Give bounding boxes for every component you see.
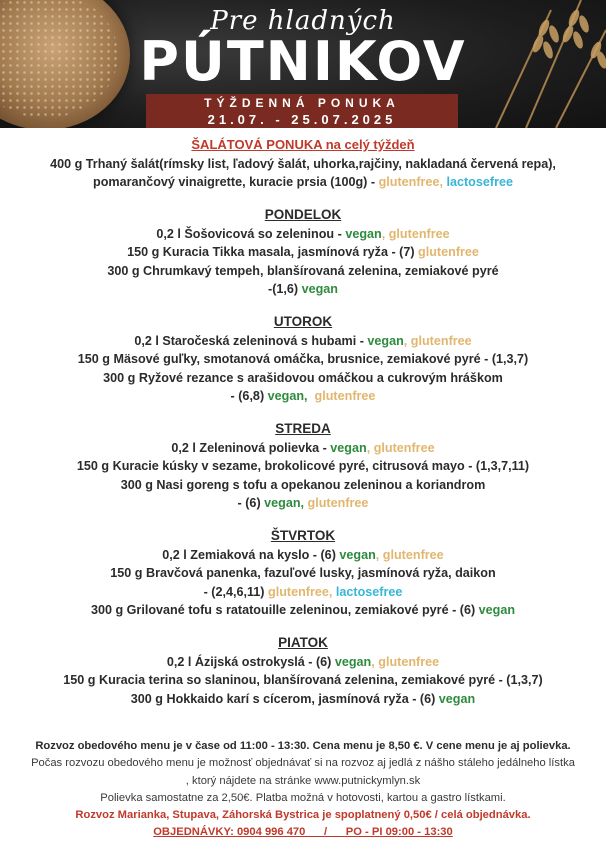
friday-main-2 [0, 690, 606, 709]
website-info: , ktorý nájdete na stránke www.putnickymlyn.sk [185, 774, 421, 787]
thursday-soup [0, 546, 606, 565]
day-heading-tuesday: UTOROK [273, 313, 333, 329]
monday-main-2-line-1: 300 g Chrumkavý tempeh, blanšírovaná zelenina, zemiakové pyré [107, 263, 499, 278]
weekly-offer-label: TÝŽDENNÁ PONUKA [204, 96, 400, 110]
thursday-soup-text: 0,2 l Zemiaková na kyslo - (6) [162, 547, 340, 562]
friday-main-1: 150 g Kuracia terina so slaninou, blanšírovaná zelenina, zemiakové pyré - (1,3,7) [63, 673, 543, 687]
glutenfree-tag: glutenfree [307, 496, 369, 510]
tag-separator: , [371, 654, 379, 669]
glutenfree-tag: glutenfree [378, 654, 440, 669]
tag-separator: , [381, 226, 389, 241]
lactosefree-tag: lactosefree [335, 584, 403, 599]
day-heading-monday: PONDELOK [264, 206, 342, 222]
tuesday-main-2-line-2 [0, 387, 606, 406]
monday-main-2-allergens: -(1,6) [268, 282, 302, 296]
salad-line-1: 400 g Trhaný šalát(rímsky list, ľadový šalát, uhorka,rajčiny, nakladaná červená repa), [50, 156, 556, 171]
wednesday-main-2-line-2 [0, 494, 606, 513]
vegan-tag: vegan [367, 333, 404, 348]
glutenfree-tag: glutenfree [314, 389, 376, 403]
tag-separator: , [375, 547, 383, 562]
vegan-tag: vegan [267, 389, 305, 403]
wednesday-main-2-allergens: - (6) [237, 496, 265, 510]
tuesday-soup-text: 0,2 l Staročeská zeleninová s hubami - [134, 333, 368, 348]
header-banner [0, 0, 606, 128]
tuesday-soup [0, 332, 606, 351]
glutenfree-tag: glutenfree [378, 175, 440, 189]
delivery-fee-info: Rozvoz Marianka, Stupava, Záhorská Bystrica je spoplatnený 0,50€ / celá objednávka. [75, 809, 531, 822]
script-title: Pre hladných [210, 6, 396, 36]
wednesday-soup [0, 439, 606, 458]
salad-line-2-text: pomarančový vinaigrette, kuracie prsia (100g) - [93, 175, 379, 189]
wednesday-main-1: 150 g Kuracie kúsky v sezame, brokolicové pyré, citrusová mayo - (1,3,7,11) [76, 459, 530, 473]
monday-main-1-text: 150 g Kuracia Tikka masala, jasmínová ryža - (7) [127, 245, 419, 259]
order-contact[interactable]: OBJEDNÁVKY: 0904 996 470 / PO - PI 09:00 - 13:30 [153, 826, 453, 839]
vegan-tag: vegan [478, 603, 516, 617]
vegan-tag: vegan [438, 691, 476, 706]
vegan-tag: vegan [339, 547, 376, 562]
glutenfree-tag: glutenfree [418, 245, 479, 259]
thursday-main-1-allergens: - (2,4,6,11) [203, 584, 268, 599]
thursday-main-1-line-2 [0, 583, 606, 602]
salad-line-2 [0, 173, 606, 192]
tuesday-main-2-allergens: - (6,8) [230, 389, 268, 403]
vegan-tag: vegan [345, 226, 382, 241]
lactosefree-tag: lactosefree [446, 175, 513, 189]
menu-content [0, 136, 606, 708]
monday-main-2-line-2 [0, 280, 606, 299]
monday-soup [0, 225, 606, 244]
main-title: PÚTNIKOV [139, 30, 467, 93]
permanent-menu-info: Počas rozvozu obedového menu je možnosť objednávať si na rozvoz aj jedlá z nášho stáleho jedálneho lístka [31, 757, 575, 770]
monday-soup-text: 0,2 l Šošovicová so zeleninou - [156, 226, 346, 241]
tag-separator: , [403, 333, 411, 348]
salad-title: ŠALÁTOVÁ PONUKA na celý týždeň [191, 137, 415, 152]
glutenfree-tag: glutenfree [388, 226, 450, 241]
monday-main-1 [0, 243, 606, 262]
vegan-tag: vegan [330, 440, 367, 455]
vegan-tag: vegan [301, 282, 338, 296]
tag-separator: , [366, 440, 374, 455]
friday-soup-text: 0,2 l Ázijská ostrokyslá - (6) [166, 654, 335, 669]
day-heading-friday: PIATOK [278, 634, 328, 650]
glutenfree-tag: glutenfree [373, 440, 435, 455]
thursday-main-2 [0, 601, 606, 620]
tag-separator: , [439, 175, 447, 189]
tag-separator: , [300, 496, 308, 510]
tuesday-main-2-line-1: 300 g Ryžové rezance s arašidovou omáčkou a cukrovým hráškom [103, 370, 503, 385]
vegan-tag: vegan [334, 654, 372, 669]
vegan-tag: vegan [264, 496, 301, 510]
wednesday-soup-text: 0,2 l Zeleninová polievka - [171, 440, 331, 455]
friday-soup [0, 653, 606, 672]
glutenfree-tag: glutenfree [410, 333, 472, 348]
glutenfree-tag: glutenfree [268, 584, 329, 599]
thursday-main-1-line-1: 150 g Bravčová panenka, fazuľové lusky, jasmínová ryža, daikon [110, 566, 496, 580]
day-heading-thursday: ŠTVRTOK [270, 527, 336, 543]
footer-info [0, 738, 606, 842]
tag-separator: , [328, 584, 336, 599]
friday-main-2-text: 300 g Hokkaido karí s cícerom, jasmínová ryža - (6) [130, 691, 439, 706]
tuesday-main-1: 150 g Mäsové guľky, smotanová omáčka, brusnice, zemiakové pyré - (1,3,7) [77, 352, 529, 366]
wednesday-main-2-line-1: 300 g Nasi goreng s tofu a opekanou zeleninou a koriandrom [120, 477, 486, 492]
payment-info: Polievka samostatne za 2,50€. Platba možná v hotovosti, kartou a gastro lístkami. [100, 791, 506, 804]
date-range: 21.07. - 25.07.2025 [207, 112, 397, 127]
glutenfree-tag: glutenfree [382, 547, 444, 562]
date-ribbon [146, 94, 458, 128]
day-heading-wednesday: STREDA [275, 420, 331, 436]
thursday-main-2-text: 300 g Grilované tofu s ratatouille zeleninou, zemiakové pyré - (6) [90, 603, 479, 617]
tag-separator: , [304, 389, 315, 403]
delivery-info: Rozvoz obedového menu je v čase od 11:00 - 13:30. Cena menu je 8,50 €. V cene menu je aj polievka. [35, 740, 571, 752]
